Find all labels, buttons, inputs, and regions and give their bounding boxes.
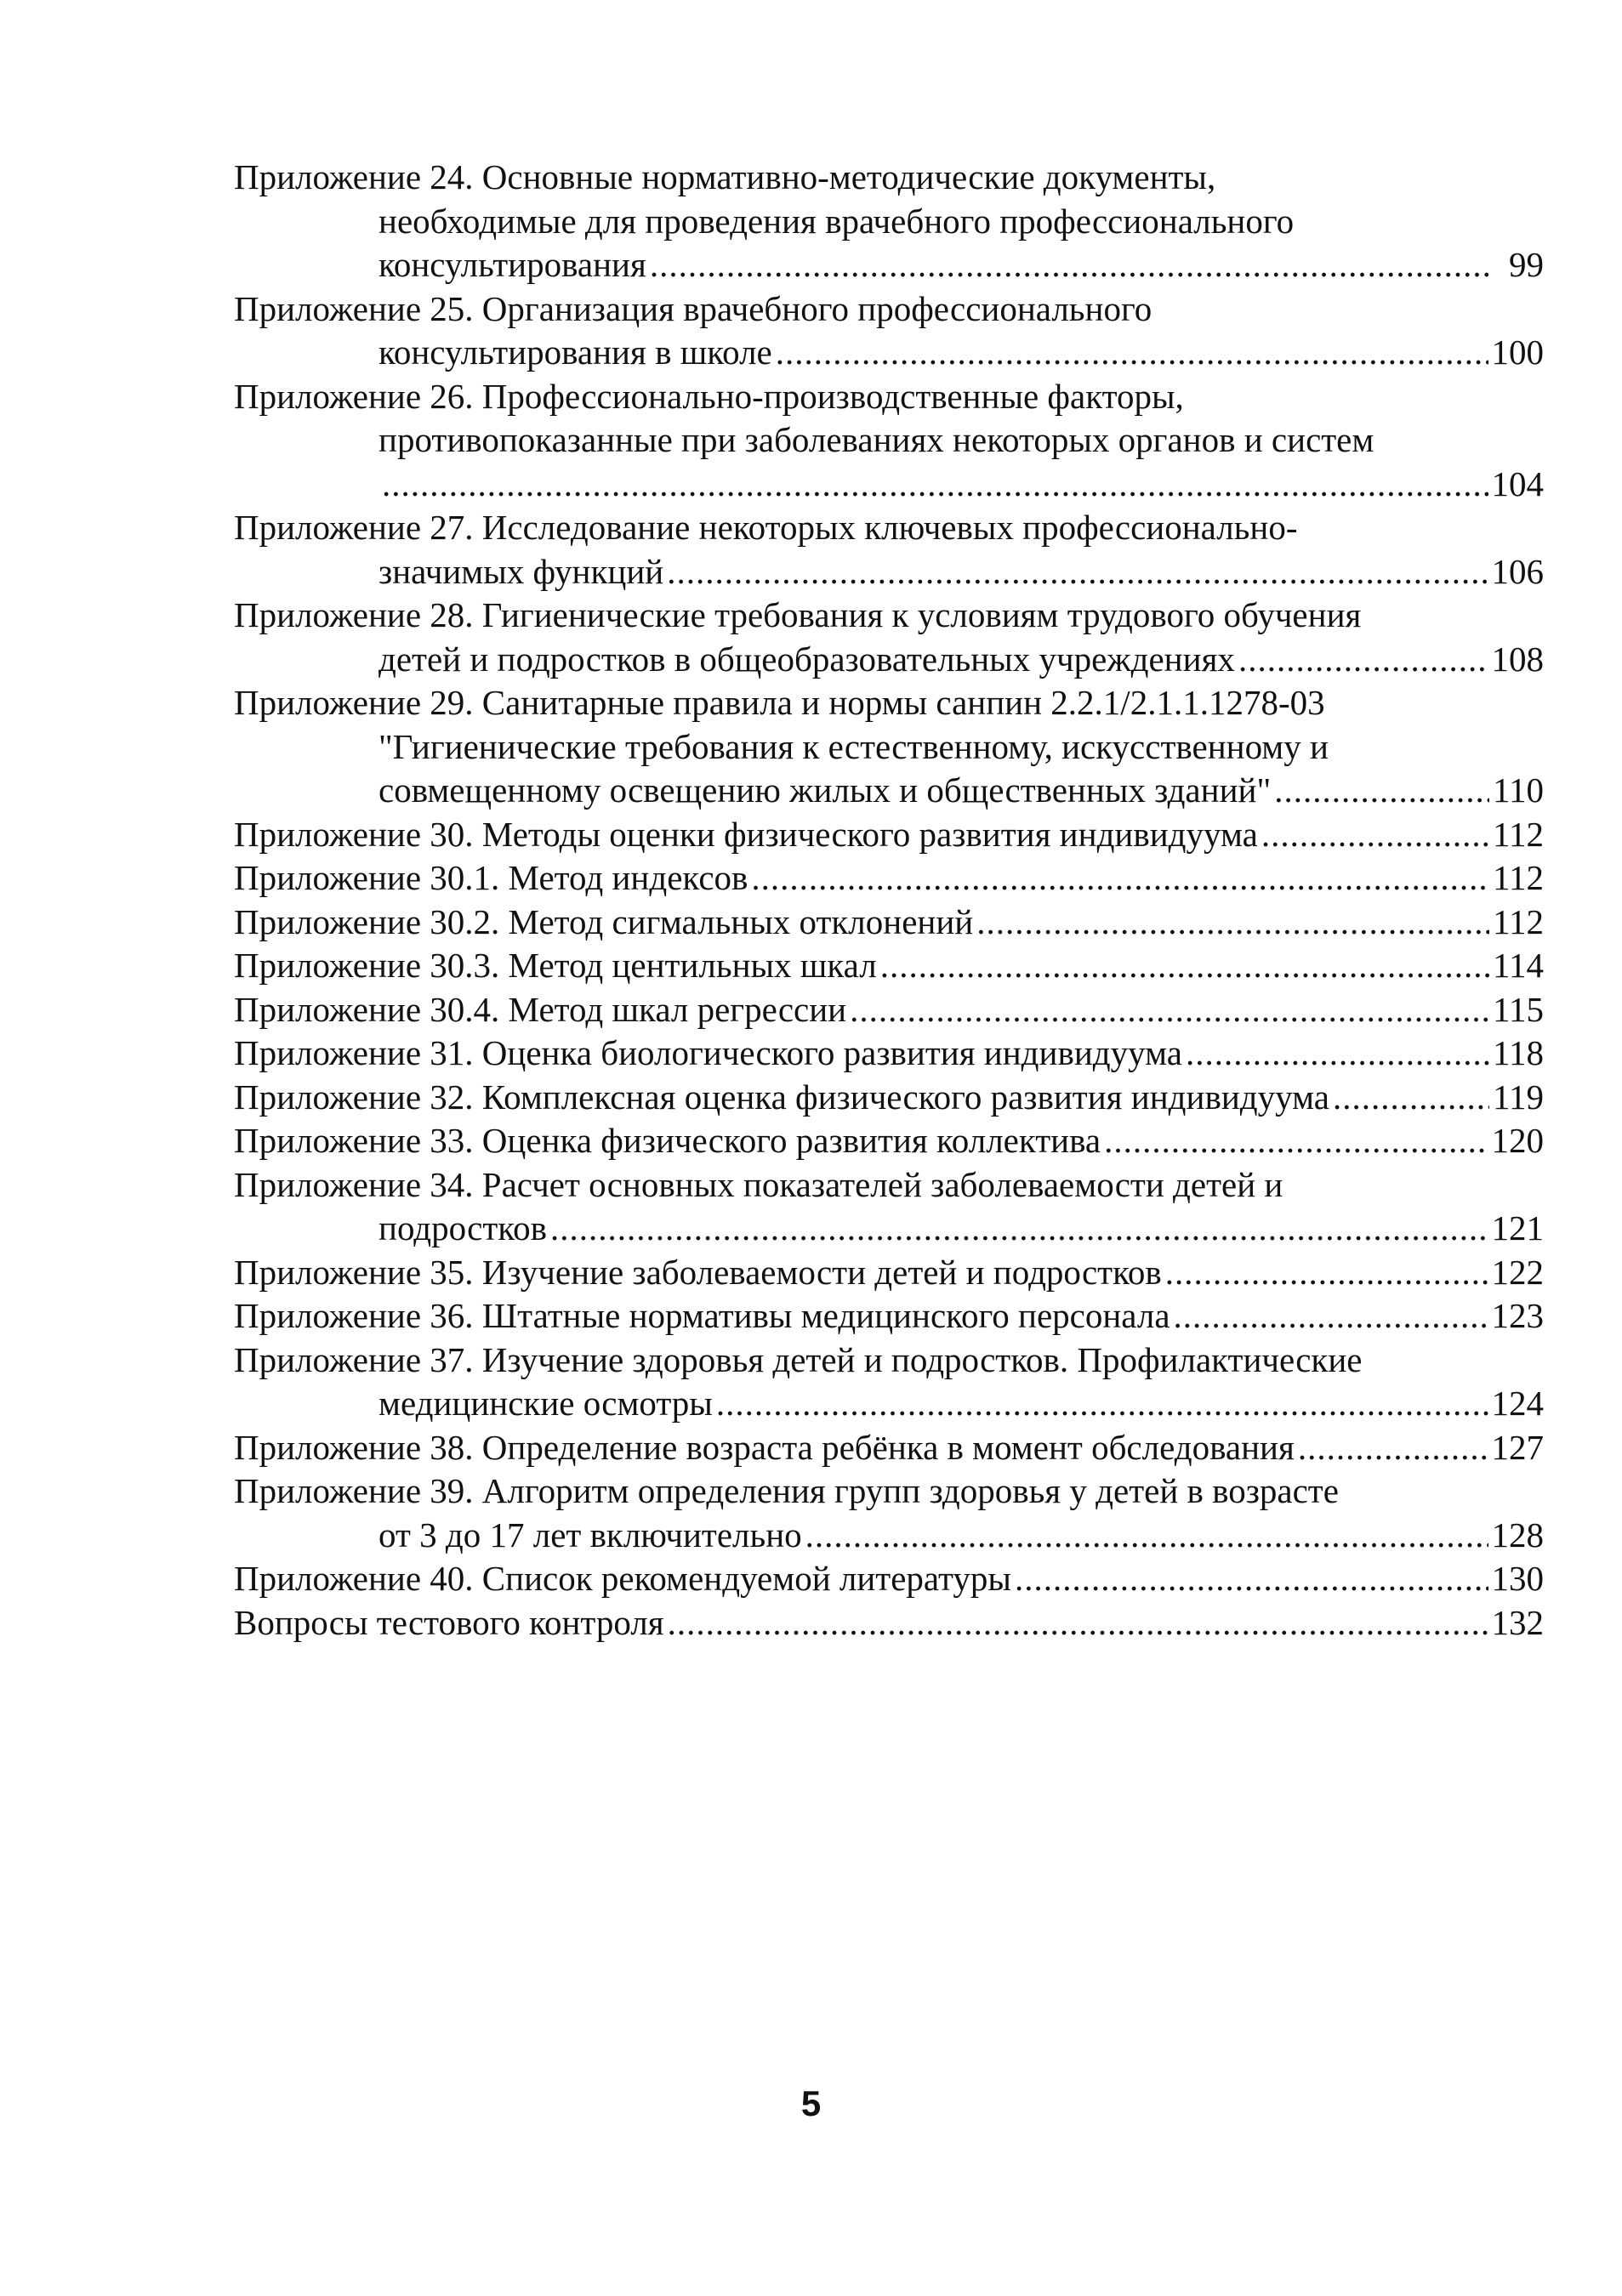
toc-entry-text: Приложение 37. Изучение здоровья детей и подростков. Профилактические [234, 1339, 1363, 1379]
toc-entry-page: 132 [1491, 1602, 1544, 1642]
dot-leader [751, 856, 1489, 901]
toc-entry-last-line [234, 243, 1544, 287]
toc-entry-text: Приложение 29. Санитарные правила и нормы санпин 2.2.1/2.1.1.1278-03 [234, 683, 1325, 722]
toc-entry-page: 114 [1493, 946, 1544, 985]
toc-entry-last-line [234, 1294, 1544, 1338]
toc-entry-text: Приложение 34. Расчет основных показателей заболеваемости детей и [234, 1164, 1283, 1204]
toc-entry-label: Приложение 31. Оценка биологического развития индивидуума [234, 1033, 1182, 1072]
toc-entry-last-line [234, 813, 1544, 857]
toc-entry-label: подростков [378, 1208, 547, 1247]
toc-entry [234, 506, 1544, 594]
toc-entry [234, 1469, 1544, 1557]
toc-entry-last-line [234, 463, 1544, 507]
toc-entry-page: 108 [1491, 639, 1544, 679]
toc-entry [234, 1076, 1544, 1120]
page-number: 5 [800, 2083, 822, 2123]
toc-entry-label: Приложение 40. Список рекомендуемой литературы [234, 1559, 1011, 1598]
toc-entry-text: Приложение 25. Организация врачебного профессионального [234, 288, 1152, 328]
dot-leader [1274, 769, 1489, 813]
toc-entry-label: консультирования в школе [378, 332, 772, 372]
toc-entry-last-line [234, 1076, 1544, 1120]
dot-leader [1333, 1076, 1489, 1120]
toc-entry-label: Приложение 33. Оценка физического развития коллектива [234, 1121, 1101, 1160]
toc-entry [234, 594, 1544, 681]
toc-entry-label: Приложение 36. Штатные нормативы медицинского персонала [234, 1296, 1170, 1335]
toc-entry-label: Приложение 38. Определение возраста ребёнка в момент обследования [234, 1427, 1295, 1467]
toc-entry-page: 127 [1491, 1427, 1544, 1467]
toc-entry-last-line [234, 1601, 1544, 1645]
toc-entry-last-line [234, 638, 1544, 682]
toc-entry-page: 106 [1491, 551, 1544, 591]
toc-entry [234, 901, 1544, 945]
toc-entry-last-line [234, 1207, 1544, 1251]
toc-entry-label: Приложение 30.4. Метод шкал регрессии [234, 989, 847, 1029]
toc-entry-last-line [234, 944, 1544, 988]
toc-entry-last-line [234, 856, 1544, 901]
toc-entry-text: необходимые для проведения врачебного профессионального [378, 201, 1295, 241]
toc-entry-page: 112 [1493, 901, 1544, 941]
toc-entry-page: 124 [1491, 1384, 1544, 1423]
toc-entry-last-line [234, 1031, 1544, 1076]
toc-entry-last-line [234, 1382, 1544, 1426]
toc-entry-page: 122 [1491, 1252, 1544, 1292]
toc-entry [234, 1338, 1544, 1426]
dot-leader [880, 944, 1489, 988]
toc-entry-last-line [234, 988, 1544, 1032]
toc-entry-page: 110 [1493, 770, 1544, 810]
dot-leader [382, 463, 1488, 507]
dot-leader [776, 331, 1488, 375]
toc-entry-page: 99 [1509, 245, 1544, 284]
toc-entry [234, 1294, 1544, 1338]
dot-leader [550, 1207, 1488, 1251]
toc-entry [234, 681, 1544, 813]
toc-entry-text: Приложение 28. Гигиенические требования к условиям трудового обучения [234, 595, 1362, 634]
toc-entry-label: Приложение 35. Изучение заболеваемости детей и подростков [234, 1252, 1162, 1292]
toc-entry-text: Приложение 24. Основные нормативно-методические документы, [234, 157, 1216, 196]
toc-entry-page: 130 [1491, 1559, 1544, 1598]
dot-leader [1261, 813, 1489, 857]
toc-entry-label: Вопросы тестового контроля [234, 1602, 664, 1642]
toc-entry-last-line [234, 1514, 1544, 1558]
toc-entry-label: значимых функций [378, 551, 664, 591]
toc-entry-last-line [234, 331, 1544, 375]
toc-entry [234, 1251, 1544, 1295]
toc-entry-text: "Гигиенические требования к естественному, искусственному и [378, 726, 1329, 766]
toc-entry-page: 123 [1491, 1296, 1544, 1335]
dot-leader [668, 1601, 1488, 1645]
dot-leader [1186, 1031, 1489, 1076]
toc-entry-last-line [234, 1426, 1544, 1470]
toc-entry-last-line [234, 901, 1544, 945]
toc-entry-page: 112 [1493, 814, 1544, 854]
toc-entry [234, 1557, 1544, 1601]
toc-entry [234, 1601, 1544, 1645]
toc-entry [234, 813, 1544, 857]
toc-entry-page: 104 [1491, 463, 1544, 503]
toc-entry [234, 944, 1544, 988]
dot-leader [1174, 1294, 1488, 1338]
toc-entry [234, 1119, 1544, 1163]
dot-leader [1104, 1119, 1488, 1163]
toc-entry-text: Приложение 26. Профессионально-производственные факторы, [234, 376, 1184, 416]
toc-entry-page: 112 [1493, 858, 1544, 897]
toc-entry [234, 1163, 1544, 1251]
toc-entry-text: Приложение 27. Исследование некоторых ключевых профессионально- [234, 508, 1298, 547]
toc-entry-label: медицинские осмотры [378, 1384, 713, 1423]
toc-entry [234, 988, 1544, 1032]
toc-entry-last-line [234, 1119, 1544, 1163]
toc-entry-label: Приложение 30.2. Метод сигмальных отклонений [234, 901, 974, 941]
dot-leader [805, 1514, 1488, 1558]
toc-entry-label: совмещенному освещению жилых и общественных зданий" [378, 770, 1272, 810]
toc-entry [234, 156, 1544, 287]
toc-entry-label: Приложение 32. Комплексная оценка физического развития индивидуума [234, 1077, 1329, 1117]
toc-entry-text: Приложение 39. Алгоритм определения групп здоровья у детей в возрасте [234, 1471, 1339, 1510]
dot-leader [650, 243, 1491, 287]
toc-entry-last-line [234, 1251, 1544, 1295]
toc-entry-last-line [234, 769, 1544, 813]
toc-entry-page: 100 [1491, 332, 1544, 372]
toc-entry [234, 287, 1544, 375]
toc-entry-label: Приложение 30.1. Метод индексов [234, 858, 748, 897]
dot-leader [976, 901, 1489, 945]
toc-entry-page: 118 [1493, 1033, 1544, 1072]
toc-entry-label: от 3 до 17 лет включительно [378, 1515, 802, 1554]
dot-leader [1238, 638, 1488, 682]
dot-leader [716, 1382, 1488, 1426]
dot-leader [667, 550, 1488, 594]
toc-entry [234, 1426, 1544, 1470]
toc-entry-last-line [234, 550, 1544, 594]
toc-entry-label: Приложение 30.3. Метод центильных шкал [234, 946, 877, 985]
toc-entry-last-line [234, 1557, 1544, 1601]
toc-entry-page: 115 [1493, 989, 1544, 1029]
toc-entry [234, 856, 1544, 901]
dot-leader [1015, 1557, 1488, 1601]
dot-leader [1298, 1426, 1488, 1470]
toc-entry-label: Приложение 30. Методы оценки физического развития индивидуума [234, 814, 1258, 854]
toc-entry [234, 1031, 1544, 1076]
toc-entry-label: консультирования [378, 245, 646, 284]
dot-leader [1165, 1251, 1488, 1295]
toc-entry-page: 119 [1493, 1077, 1544, 1117]
toc-entry-text: противопоказанные при заболеваниях некоторых органов и систем [378, 420, 1374, 459]
toc-entry-page: 120 [1491, 1121, 1544, 1160]
toc-entry [234, 375, 1544, 507]
table-of-contents [234, 156, 1544, 1645]
toc-entry-page: 128 [1491, 1515, 1544, 1554]
toc-entry-label: детей и подростков в общеобразовательных учреждениях [378, 639, 1235, 679]
toc-entry-page: 121 [1491, 1208, 1544, 1247]
dot-leader [850, 988, 1489, 1032]
